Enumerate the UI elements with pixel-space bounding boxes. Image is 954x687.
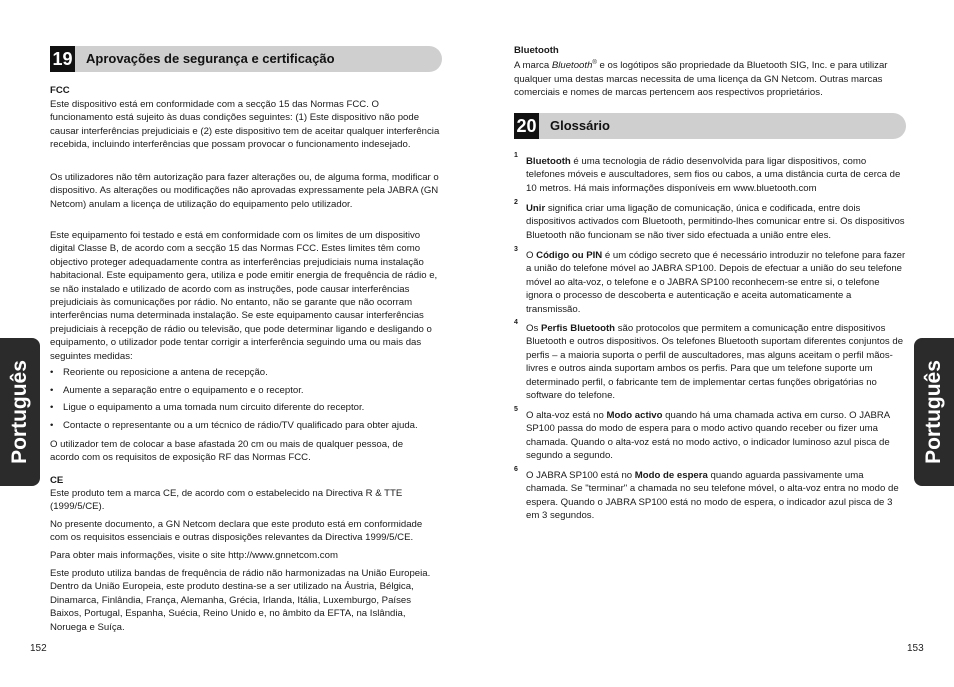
- ce-paragraph-2: No presente documento, a GN Netcom declara que este produto está em conformidade com os requisitos essenciais e outras disposições relevantes da Directiva 1999/5/CE.: [50, 519, 423, 544]
- section-number: 20: [514, 113, 539, 139]
- list-item: • Reoriente ou reposicione a antena de recepção.: [50, 366, 440, 379]
- entry-term: Bluetooth: [526, 156, 571, 167]
- fcc-paragraph-1: Este dispositivo está em conformidade com a secção 15 das Normas FCC. O funcionamento está sujeito às duas condições seguintes: (1) Este dispositivo não pode causar interferências prejudiciais e (2) este dispositivo tem de aceitar qualquer interferência recebida, incluindo interferências que possam provocar o funcionamento indesejado.: [50, 99, 440, 151]
- fcc-measures-list: [50, 366, 440, 436]
- entry-text: [526, 155, 906, 195]
- section-title: Aprovações de segurança e certificação: [86, 51, 335, 66]
- language-tab-left: [0, 338, 40, 486]
- entry-number: 2: [514, 199, 518, 206]
- entry-term: Código ou PIN: [536, 250, 603, 261]
- bluetooth-heading: Bluetooth: [514, 45, 559, 56]
- section-20-header: [514, 113, 906, 139]
- entry-definition: são protocolos que permitem a comunicação entre dispositivos Bluetooth e outros dispositivos. Os telefones Bluetooth suportam diferentes conjuntos de perfis – a maioria suporta o perfil de auscultadores, mas alguns aceitam o perfil mãos-livres e outros ainda suportam ambos os perfis. Para que um telefone suporte um determinado perfil, o fabricante tem de implementar certas funções obrigatórias no software do telefone.: [526, 323, 904, 402]
- entry-definition: é um código secreto que é necessário introduzir no telefone para fazer a união do telefone móvel ao JABRA SP100. Depois de efectuar a união do seu telefone móvel ao alta-voz, o telefone e o JABRA SP100 reconhecem-se entre si, o telefone ignora o processo de descoberta e autenticação e aceita automaticamente a transmissão.: [526, 250, 906, 315]
- section-19-header: [50, 46, 442, 72]
- entry-definition: quando há uma chamada activa em curso. O JABRA SP100 passa do modo de espera para o modo activo quando receber ou fizer uma chamada. Quando o alta-voz está no modo activo, o indicador luminoso azul pisca de segundo a segundo.: [526, 410, 890, 462]
- bluetooth-trademark-paragraph: [514, 57, 906, 99]
- entry-number: 4: [514, 319, 518, 326]
- language-label: Português: [922, 360, 945, 464]
- entry-text: [526, 249, 906, 316]
- entry-pre: Os: [526, 323, 541, 334]
- entry-term: Modo de espera: [634, 470, 708, 481]
- entry-number: 1: [514, 152, 518, 159]
- entry-pre: O alta-voz está no: [526, 410, 607, 421]
- trademark-text-post: e os logótipos são propriedade da Bluetooth SIG, Inc. e para utilizar qualquer uma destas marcas necessita de uma licença da GN Netcom. Outras marcas comerciais e nomes de marcas pertencem aos respectivos proprietários.: [514, 60, 888, 98]
- entry-definition: significa criar uma ligação de comunicação, única e codificada, entre dois dispositivos activados com Bluetooth, permitindo-lhes comunicar entre si. Os dispositivos Bluetooth não funcionam se não tiver sido efectuada a união entre eles.: [526, 203, 905, 241]
- entry-term: Unir: [526, 203, 546, 214]
- entry-term: Perfis Bluetooth: [540, 323, 616, 334]
- language-tab-right: [914, 338, 954, 486]
- fcc-paragraph-4: O utilizador tem de colocar a base afastada 20 cm ou mais de qualquer pessoa, de acordo com os requisitos de exposição RF das Normas FCC.: [50, 439, 404, 464]
- entry-pre: O JABRA SP100 está no: [526, 470, 635, 481]
- entry-number: 5: [514, 406, 518, 413]
- ce-paragraph-3: Para obter mais informações, visite o site http://www.gnnetcom.com: [50, 550, 338, 561]
- list-item: • Aumente a separação entre o equipamento e o receptor.: [50, 384, 440, 397]
- entry-term: Modo activo: [606, 410, 663, 421]
- registered-mark: ®: [592, 60, 597, 66]
- section-title: Glossário: [550, 118, 610, 133]
- list-item: • Ligue o equipamento a uma tomada num circuito diferente do receptor.: [50, 401, 440, 414]
- entry-number: 3: [514, 246, 518, 253]
- trademark-brand: Bluetooth: [551, 60, 593, 72]
- ce-heading: CE: [50, 475, 64, 486]
- entry-text: [526, 409, 906, 463]
- ce-paragraph-1: Este produto tem a marca CE, de acordo com o estabelecido na Directiva R & TTE (1999/5/CE).: [50, 488, 403, 513]
- entry-pre: O: [526, 250, 537, 261]
- list-item: • Contacte o representante ou a um técnico de rádio/TV qualificado para obter ajuda.: [50, 419, 440, 432]
- entry-definition: é uma tecnologia de rádio desenvolvida para ligar dispositivos, como telefones móveis e auscultadores, sem fios ou cabos, a uma distância curta de cerca de 10 metros. Há mais informações disponíveis em www.bluetooth.com: [526, 156, 901, 194]
- page-number-right: 153: [907, 643, 924, 654]
- section-number: 19: [50, 46, 75, 72]
- entry-number: 6: [514, 466, 518, 473]
- page-number-left: 152: [30, 643, 47, 654]
- entry-text: [526, 202, 906, 242]
- entry-definition: quando aguarda passivamente uma chamada. Se "terminar" a chamada no seu telefone móvel, o alta-voz entra no modo de espera. Quando o JABRA SP100 está no modo de espera, o indicador azul pisca de 3 em 3 segundos.: [526, 470, 899, 522]
- fcc-heading: FCC: [50, 85, 70, 96]
- language-label: Português: [8, 360, 31, 464]
- fcc-paragraph-3: Este equipamento foi testado e está em conformidade com os limites de um dispositivo digital Classe B, de acordo com a secção 15 das Normas FCC. Estes limites têm como objectivo proteger adequadamente contra as interferências prejudiciais numa instalação habitacional. Este equipamento gera, utiliza e pode emitir energia de frequência de rádio e, se não instalado e utilizado de acordo com as instruções, pode causar interferências prejudiciais às comunicações por rádio. No entanto, não se garante que não ocorram interferências numa determinada instalação. Se este equipamento causar interferências prejudiciais à recepção de rádio ou televisão, que pode determinar ligando e desligando o equipamento, o utilizador pode tentar corrigir a interferência seguindo uma ou mais das seguintes medidas:: [50, 230, 438, 362]
- fcc-paragraph-2: Os utilizadores não têm autorização para fazer alterações ou, de alguma forma, modificar o dispositivo. As alterações ou modificações não aprovadas expressamente pela JABRA (GN Netcom) anulam a licença de utilização do equipamento pelo utilizador.: [50, 172, 439, 210]
- ce-paragraph-4: Este produto utiliza bandas de frequência de rádio não harmonizadas na União Europeia. Dentro da União Europeia, este produto destina-se a ser utilizado na Áustria, Bélgica, Dinamarca, Finlândia, França, Alemanha, Grécia, Irlanda, Itália, Luxemburgo, Países Baixos, Portugal, Espanha, Suécia, Reino Unido e, no âmbito da EFTA, na Islândia, Noruega e Suíça.: [50, 568, 431, 633]
- trademark-text-pre: A marca: [514, 60, 552, 72]
- entry-text: [526, 322, 906, 402]
- entry-text: [526, 469, 906, 523]
